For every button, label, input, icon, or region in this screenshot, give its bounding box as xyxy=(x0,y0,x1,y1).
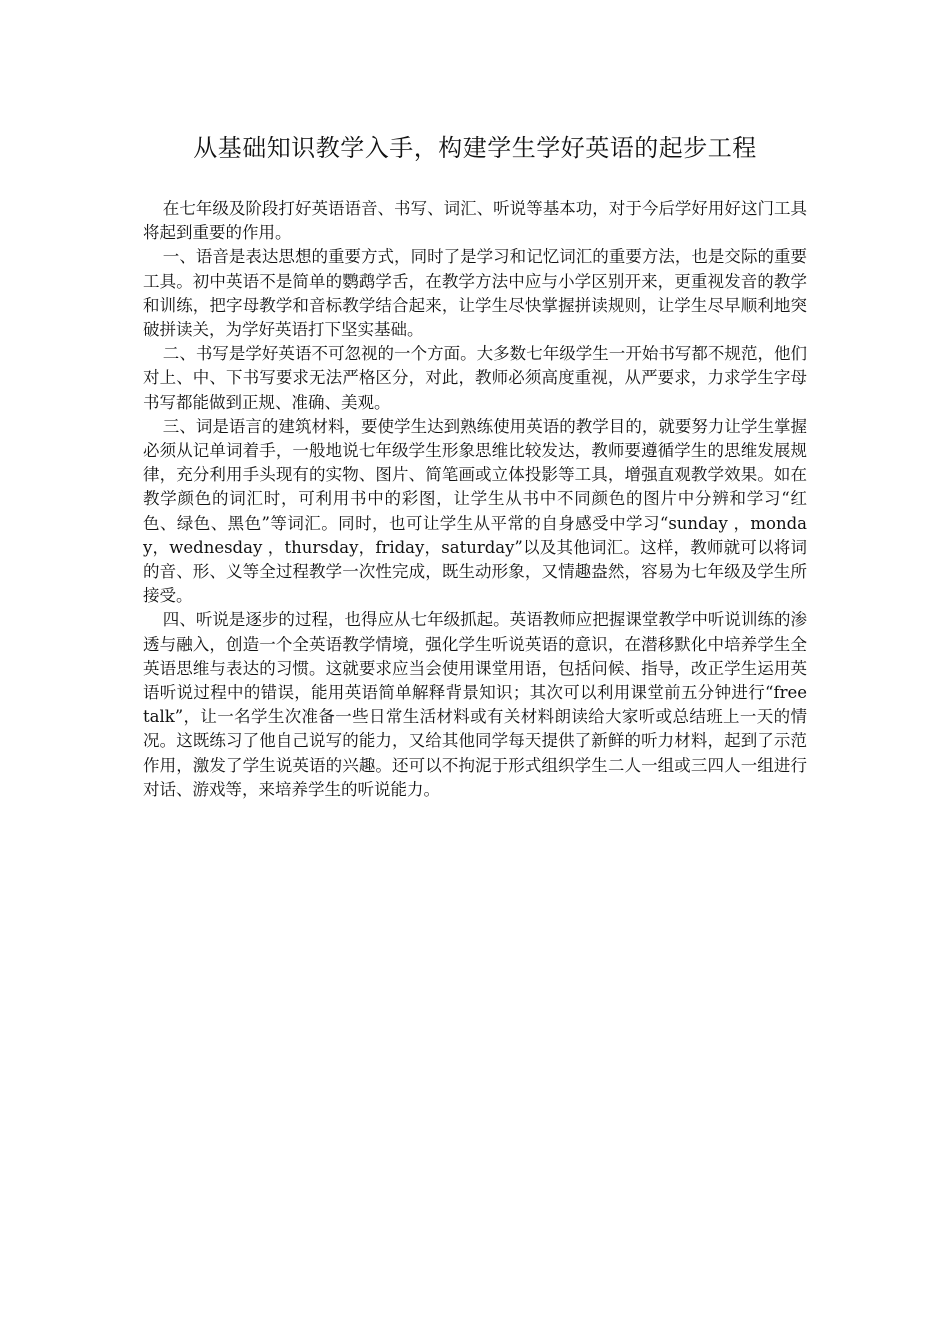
paragraph-writing: 二、书写是学好英语不可忽视的一个方面。大多数七年级学生一开始书写都不规范，他们对上、中、下书写要求无法严格区分，对此，教师必须高度重视，从严要求，力求学生字母书写都能做到正规、准确、美观。 xyxy=(143,344,807,412)
paragraph-listening-speaking: 四、听说是逐步的过程，也得应从七年级抓起。英语教师应把握课堂教学中听说训练的渗透与融入，创造一个全英语教学情境，强化学生听说英语的意识，在潜移默化中培养学生全英语思维与表达的习惯。这就要求应当会使用课堂用语，包括问候、指导，改正学生运用英语听说过程中的错误，能用英语简单解释背景知识；其次可以利用课堂前五分钟进行“free talk”，让一名学生次准备一些日常生活材料或有关材料朗读给大家听或总结班上一天的情况。这既练习了他自己说写的能力，又给其他同学每天提供了新鲜的听力材料，起到了示范作用，激发了学生说英语的兴趣。还可以不拘泥于形式组织学生二人一组或三四人一组进行对话、游戏等，来培养学生的听说能力。 xyxy=(143,610,807,799)
paragraph-vocabulary: 三、词是语言的建筑材料，要使学生达到熟练使用英语的教学目的，就要努力让学生掌握必须从记单词着手，一般地说七年级学生形象思维比较发达，教师要遵循学生的思维发展规律，充分利用手头现有的实物、图片、简笔画或立体投影等工具，增强直观教学效果。如在教学颜色的词汇时，可利用书中的彩图，让学生从书中不同颜色的图片中分辨和学习“红色、绿色、黑色”等词汇。同时，也可让学生从平常的自身感受中学习“sunday ，monday，wednesday ，thursday，friday，saturday”以及其他词汇。这样，教师就可以将词的音、形、义等全过程教学一次性完成，既生动形象，又情趣盎然，容易为七年级及学生所接受。 xyxy=(143,416,807,606)
paragraph-intro: 在七年级及阶段打好英语语音、书写、词汇、听说等基本功，对于今后学好用好这门工具将起到重要的作用。 xyxy=(143,199,807,243)
paragraph-pronunciation: 一、语音是表达思想的重要方式，同时了是学习和记忆词汇的重要方法，也是交际的重要工具。初中英语不是简单的鹦鹉学舌，在教学方法中应与小学区别开来，更重视发音的教学和训练，把字母教学和音标教学结合起来，让学生尽快掌握拼读规则，让学生尽早顺利地突破拼读关，为学好英语打下坚实基础。 xyxy=(143,247,807,340)
document-body xyxy=(143,197,807,802)
document-title: 从基础知识教学入手，构建学生学好英语的起步工程 xyxy=(193,134,757,162)
